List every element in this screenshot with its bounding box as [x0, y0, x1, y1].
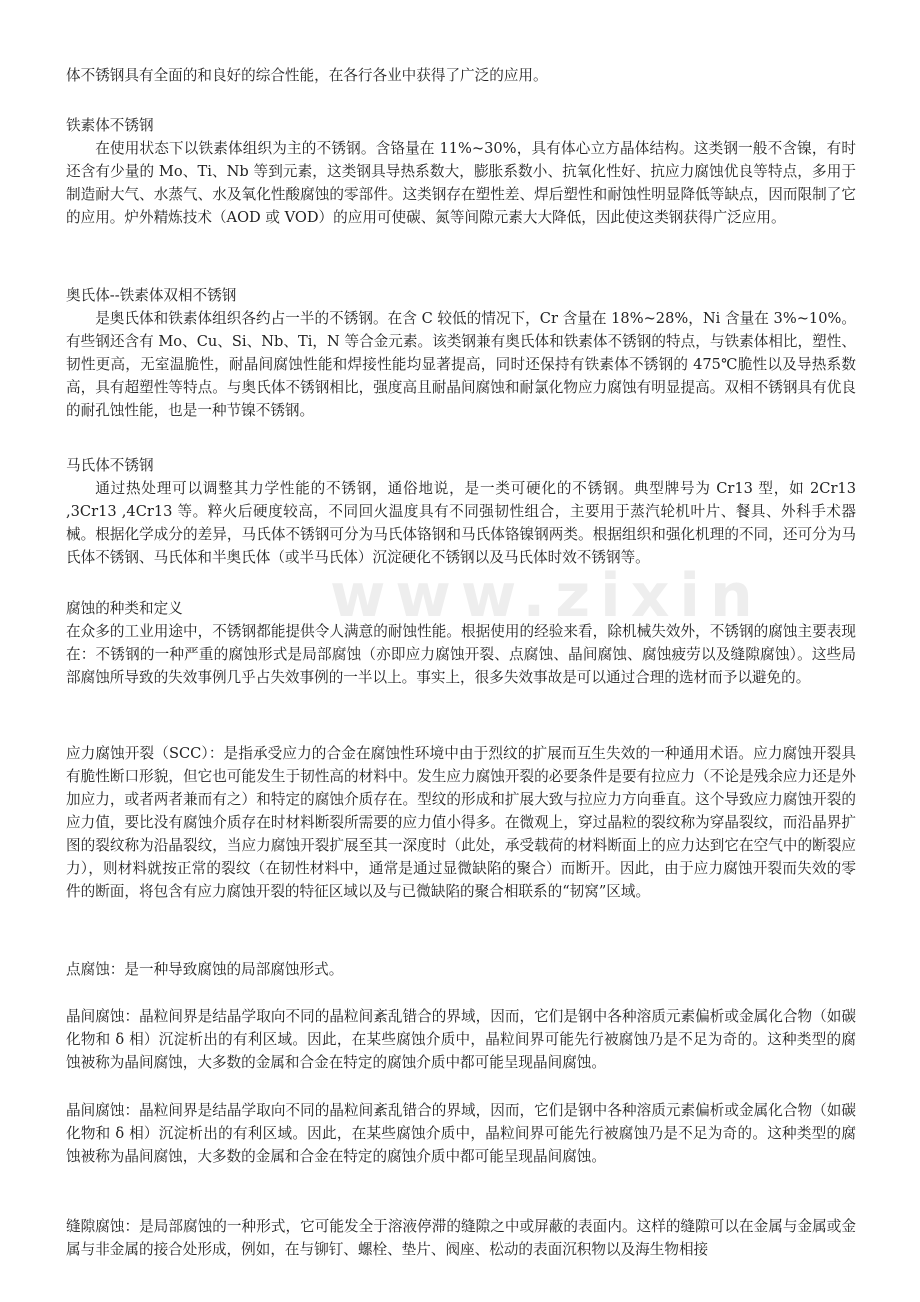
martensitic-section — [66, 454, 856, 569]
corrosion-section — [66, 597, 856, 689]
watermark: www.zixin — [330, 561, 763, 631]
intro-block — [66, 64, 856, 87]
corrosion-paragraph: 在众多的工业用途中，不锈钢都能提供令人满意的耐蚀性能。根据使用的经验来看，除机械失效外，不锈钢的腐蚀主要表现在：不锈钢的一种严重的腐蚀形式是局部腐蚀（亦即应力腐蚀开裂、点腐蚀、晶间腐蚀、腐蚀疲劳以及缝隙腐蚀）。这些局部腐蚀所导致的失效事例几乎占失效事例的一半以上。事实上，很多失效事故是可以通过合理的选材而予以避免的。 — [66, 623, 856, 686]
intergranular-paragraph-2: 晶间腐蚀：晶粒间界是结晶学取向不同的晶粒间紊乱错合的界域，因而，它们是钢中各种溶质元素偏析或金属化合物（如碳化物和 δ 相）沉淀析出的有利区域。因此，在某些腐蚀介质中，晶粒间界可能先行被腐蚀乃是不足为奇的。这种类型的腐蚀被称为晶间腐蚀，大多数的金属和合金在特定的腐蚀介质中都可能呈现晶间腐蚀。 — [66, 1102, 856, 1165]
section-heading-duplex: 奥氏体--铁素体双相不锈钢 — [66, 287, 237, 304]
crevice-paragraph: 缝隙腐蚀：是局部腐蚀的一种形式，它可能发全于溶液停滞的缝隙之中或屏蔽的表面内。这样的缝隙可以在金属与金属或金属与非金属的接合处形成，例如，在与铆钉、螺栓、垫片、阀座、松动的表面沉积物以及海生物相接 — [66, 1218, 856, 1258]
intro-paragraph: 体不锈钢具有全面的和良好的综合性能，在各行各业中获得了广泛的应用。 — [66, 67, 548, 84]
duplex-section — [66, 284, 856, 422]
ferritic-section — [66, 114, 856, 229]
section-heading-corrosion: 腐蚀的种类和定义 — [66, 600, 183, 617]
crevice-section — [66, 1215, 856, 1261]
pitting-paragraph: 点腐蚀：是一种导致腐蚀的局部腐蚀形式。 — [66, 961, 344, 978]
ferritic-paragraph: 在使用状态下以铁素体组织为主的不锈钢。含铬量在 11%~30%，具有体心立方晶体结构。这类钢一般不含镍，有时还含有少量的 Mo、Ti、Nb 等到元素，这类钢具导热系数大，膨胀系数小、抗氧化性好、抗应力腐蚀优良等特点，多用于制造耐大气、水蒸气、水及氧化性酸腐蚀的零部件。这类钢存在塑性差、焊后塑性和耐蚀性明显降低等缺点，因而限制了它的应用。炉外精炼技术（AOD 或 VOD）的应用可使碳、氮等间隙元素大大降低，因此使这类钢获得广泛应用。 — [66, 140, 856, 226]
pitting-section — [66, 958, 856, 981]
intergranular-section-2 — [66, 1099, 856, 1168]
duplex-paragraph: 是奥氏体和铁素体组织各约占一半的不锈钢。在含 C 较低的情况下，Cr 含量在 18%~28%，Ni 含量在 3%~10%。有些钢还含有 Mo、Cu、Si、Nb、Ti，N 等合金元素。该类钢兼有奥氏体和铁素体不锈钢的特点，与铁素体相比，塑性、韧性更高，无室温脆性，耐晶间腐蚀性能和焊接性能均显著提高，同时还保持有铁素体不锈钢的 475℃脆性以及导热系数高，具有超塑性等特点。与奥氏体不锈钢相比，强度高且耐晶间腐蚀和耐氯化物应力腐蚀有明显提高。双相不锈钢具有优良的耐孔蚀性能，也是一种节镍不锈钢。 — [66, 310, 856, 419]
intergranular-paragraph-1: 晶间腐蚀：晶粒间界是结晶学取向不同的晶粒间紊乱错合的界域，因而，它们是钢中各种溶质元素偏析或金属化合物（如碳化物和 δ 相）沉淀析出的有利区域。因此，在某些腐蚀介质中，晶粒间界可能先行被腐蚀乃是不足为奇的。这种类型的腐蚀被称为晶间腐蚀，大多数的金属和合金在特定的腐蚀介质中都可能呈现晶间腐蚀。 — [66, 1008, 856, 1071]
intergranular-section-1 — [66, 1005, 856, 1074]
section-heading-ferritic: 铁素体不锈钢 — [66, 117, 154, 134]
scc-section — [66, 742, 856, 903]
scc-paragraph: 应力腐蚀开裂（SCC）：是指承受应力的合金在腐蚀性环境中由于烈纹的扩展而互生失效的一种通用术语。应力腐蚀开裂具有脆性断口形貌，但它也可能发生于韧性高的材料中。发生应力腐蚀开裂的必要条件是要有拉应力（不论是残余应力还是外加应力，或者两者兼而有之）和特定的腐蚀介质存在。型纹的形成和扩展大致与拉应力方向垂直。这个导致应力腐蚀开裂的应力值，要比没有腐蚀介质存在时材料断裂所需要的应力值小得多。在微观上，穿过晶粒的裂纹称为穿晶裂纹，而沿晶界扩图的裂纹称为沿晶裂纹，当应力腐蚀开裂扩展至其一深度时（此处，承受载荷的材料断面上的应力达到它在空气中的断裂应力），则材料就按正常的裂纹（在韧性材料中，通常是通过显微缺陷的聚合）而断开。因此，由于应力腐蚀开裂而失效的零件的断面，将包含有应力腐蚀开裂的特征区域以及与已微缺陷的聚合相联系的“韧窝”区域。 — [66, 745, 856, 900]
martensitic-paragraph: 通过热处理可以调整其力学性能的不锈钢，通俗地说，是一类可硬化的不锈钢。典型牌号为 Cr13 型，如 2Cr13 ,3Cr13 ,4Cr13 等。粹火后硬度较高，不同回火温度具有不同强韧性组合，主要用于蒸汽轮机叶片、餐具、外科手术器械。根据化学成分的差异，马氏体不锈钢可分为马氏体铬钢和马氏体铬镍钢两类。根据组织和强化机理的不同，还可分为马氏体不锈钢、马氏体和半奥氏体（或半马氏体）沉淀硬化不锈钢以及马氏体时效不锈钢等。 — [66, 480, 856, 566]
section-heading-martensitic: 马氏体不锈钢 — [66, 457, 154, 474]
